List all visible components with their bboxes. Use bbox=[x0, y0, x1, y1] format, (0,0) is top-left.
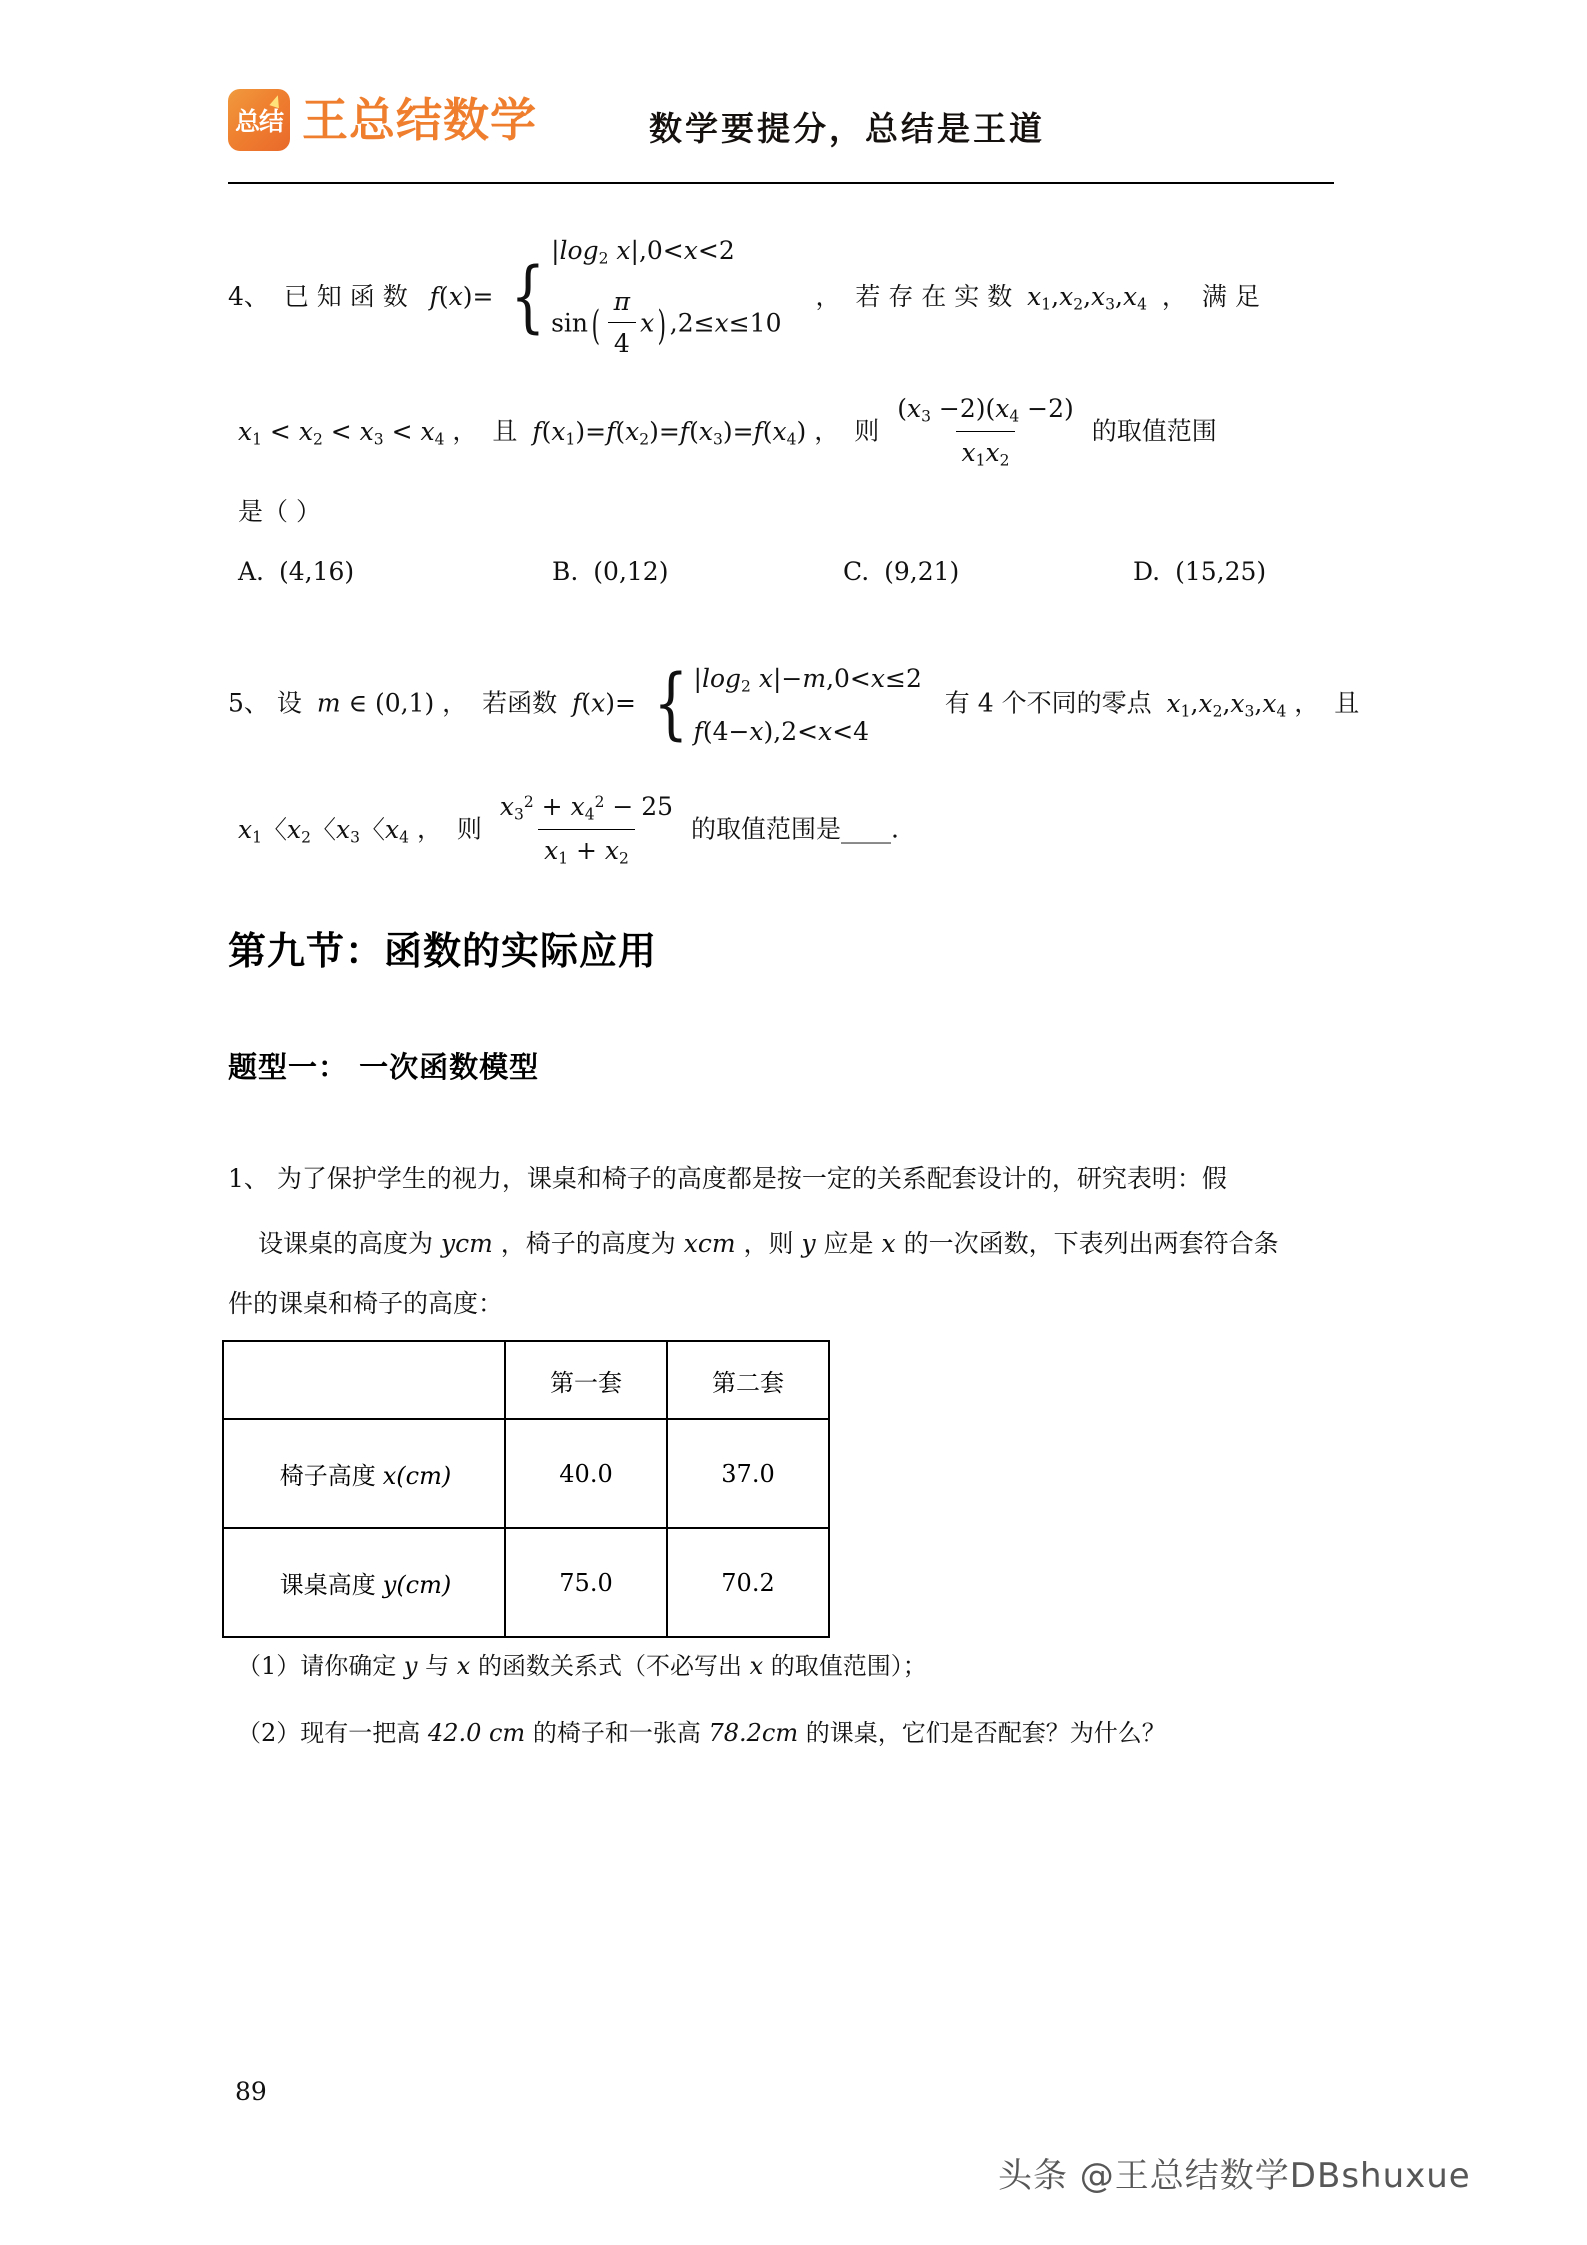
q5-inequality: $x_1$〈$x_2$〈$x_3$〈$x_4$ bbox=[238, 814, 409, 846]
q4-fx-label: f(x)= bbox=[429, 281, 494, 311]
brand-logo bbox=[228, 89, 537, 151]
table-header-blank bbox=[223, 1341, 505, 1419]
sub2-value-1: 42.0 cm bbox=[427, 1719, 526, 1747]
option-b-key: B. bbox=[552, 557, 579, 586]
option-a-key: A. bbox=[238, 557, 265, 586]
q4-number: 4、 bbox=[228, 281, 269, 311]
sub1-x: x bbox=[456, 1652, 471, 1680]
q5-m-condition: m ∈ (0,1) bbox=[316, 688, 435, 718]
question-4-option-c bbox=[843, 553, 959, 591]
question-4-line-1 bbox=[228, 232, 1260, 365]
desk-label-var: y bbox=[382, 1571, 397, 1599]
q4-line1-vars: $x_1,x_2,x_3,x_4$ bbox=[1027, 281, 1147, 314]
sub1-b: 与 bbox=[425, 1652, 450, 1680]
desk-value-set-1: 75.0 bbox=[505, 1528, 667, 1637]
q4-line2-tail: 的取值范围 bbox=[1091, 416, 1217, 446]
question-4-option-a bbox=[238, 553, 354, 591]
sub1-x2: x bbox=[749, 1652, 764, 1680]
q5-comma-3: ， bbox=[416, 814, 442, 844]
chair-label-cn: 椅子高度 bbox=[279, 1462, 376, 1490]
sub1-y: y bbox=[403, 1652, 418, 1680]
q5-fx-label: f(x)= bbox=[572, 688, 636, 718]
problem-1-line-2 bbox=[258, 1225, 1279, 1263]
q4-fraction-denominator: $x_1x_2$ bbox=[956, 431, 1016, 473]
sub2-c: 的课桌，它们是否配套？为什么？ bbox=[805, 1719, 1166, 1747]
question-5-line-1 bbox=[228, 660, 1359, 750]
table-row bbox=[223, 1528, 829, 1637]
sub1-c: 的函数关系式（不必写出 bbox=[477, 1652, 742, 1680]
table-row-label-desk bbox=[223, 1528, 505, 1637]
p1-l2-a: 设课桌的高度为 bbox=[258, 1229, 434, 1258]
sub2-b: 的椅子和一张高 bbox=[532, 1719, 701, 1747]
question-4-line-2 bbox=[238, 392, 1217, 474]
q5-then: 则 bbox=[456, 814, 482, 844]
desk-value-set-2: 70.2 bbox=[667, 1528, 829, 1637]
q4-piece-2: sin( $\frac{\pi}{4}$ x) ,2≤x≤10 bbox=[551, 285, 781, 365]
logo-icon bbox=[228, 89, 290, 151]
table-header-set-2: 第二套 bbox=[667, 1341, 829, 1419]
q5-comma-1: ， bbox=[442, 688, 468, 718]
problem-1-sub-question-1 bbox=[237, 1648, 927, 1684]
q5-piece-1: $|\log_2$ x|−m,0<x≤2 bbox=[693, 664, 922, 696]
q5-line2-tail: 的取值范围是____. bbox=[691, 814, 899, 844]
q5-tail-1: 有 4 个不同的零点 bbox=[944, 688, 1152, 718]
q4-fraction-numerator: $(x_3 -2)(x_4 -2)$ bbox=[897, 394, 1074, 426]
question-4-option-b bbox=[552, 553, 668, 591]
q4-inequality: $x_1 < x_2 < x_3 < x_4$ bbox=[238, 416, 445, 448]
q4-piece-1: $|\log_2$ x|,0<x<2 bbox=[551, 236, 735, 268]
problem-1-line-3: 件的课桌和椅子的高度： bbox=[228, 1289, 504, 1318]
desk-label-cn: 课桌高度 bbox=[279, 1571, 376, 1599]
p1-l2-e: 的一次函数，下表列出两套符合条 bbox=[903, 1229, 1279, 1258]
page-header bbox=[228, 72, 1333, 168]
q4-comma-3: ， bbox=[814, 416, 840, 446]
logo-mark-text: 总结 bbox=[234, 106, 283, 136]
q4-piecewise bbox=[503, 232, 781, 365]
q5-number: 5、 bbox=[228, 688, 269, 718]
sub2-value-2: 78.2cm bbox=[708, 1719, 799, 1747]
table-row bbox=[223, 1419, 829, 1528]
q5-fraction-numerator: $x_3^2 + x_4^2 - 25$ bbox=[499, 792, 674, 824]
q5-comma-2: ， bbox=[1294, 688, 1320, 718]
p1-l2-b: ，椅子的高度为 bbox=[500, 1229, 676, 1258]
p1-l2-xcm: xcm bbox=[683, 1229, 736, 1258]
question-5-line-2 bbox=[238, 790, 899, 872]
chair-label-var: x bbox=[382, 1462, 397, 1490]
table-row-label-chair bbox=[223, 1419, 505, 1528]
section-title: 第九节：函数的实际应用 bbox=[228, 929, 658, 973]
q5-piece-2: f(4−x),2<x<4 bbox=[693, 716, 870, 746]
q4-equalities: $f(x_1)=f(x_2)=f(x_3)=f(x_4)$ bbox=[532, 416, 807, 448]
p1-l2-y: y bbox=[801, 1229, 816, 1258]
option-b-value: (0,12) bbox=[593, 557, 669, 586]
desk-label-unit: (cm) bbox=[396, 1571, 452, 1599]
option-a-value: (4,16) bbox=[278, 557, 355, 586]
chair-value-set-2: 37.0 bbox=[667, 1419, 829, 1528]
header-tagline: 数学要提分，总结是王道 bbox=[649, 108, 1045, 148]
chair-label-unit: (cm) bbox=[396, 1462, 452, 1490]
sub2-a: （2）现有一把高 bbox=[237, 1719, 421, 1747]
problem-1-line-1: 1、 为了保护学生的视力，课桌和椅子的高度都是按一定的关系配套设计的，研究表明：假 bbox=[228, 1164, 1227, 1193]
header-divider bbox=[228, 182, 1334, 184]
q4-and: 且 bbox=[492, 416, 518, 446]
p1-l2-c: ，则 bbox=[743, 1229, 794, 1258]
question-4-line-3: 是（ ） bbox=[238, 497, 321, 526]
q4-line1-end-comma: ， bbox=[1161, 281, 1187, 311]
q4-line1-tail: 若 存 在 实 数 bbox=[855, 281, 1013, 311]
q4-line1-end: 满 足 bbox=[1201, 281, 1260, 311]
chair-desk-height-table bbox=[222, 1340, 830, 1638]
q4-comma-2: ， bbox=[452, 416, 478, 446]
q5-fraction-denominator: $x_1 + x_2$ bbox=[538, 829, 635, 871]
table-header-row bbox=[223, 1341, 829, 1419]
chair-value-set-1: 40.0 bbox=[505, 1419, 667, 1528]
q5-vars: $x_1,x_2,x_3,x_4$ bbox=[1166, 688, 1287, 720]
problem-1-sub-question-2 bbox=[237, 1715, 1166, 1751]
p1-l2-d: 应是 bbox=[823, 1229, 874, 1258]
q4-fraction bbox=[891, 390, 1080, 472]
watermark: 头条 @王总结数学DBshuxue bbox=[998, 2156, 1471, 2196]
q4-lead: 已 知 函 数 bbox=[283, 281, 408, 311]
sub1-d: 的取值范围）； bbox=[770, 1652, 927, 1680]
left-brace-icon: { bbox=[510, 252, 546, 343]
option-d-value: (15,25) bbox=[1175, 557, 1267, 586]
sub1-a: （1）请你确定 bbox=[237, 1652, 397, 1680]
q4-then: 则 bbox=[854, 416, 880, 446]
q5-fraction bbox=[494, 788, 679, 870]
option-c-value: (9,21) bbox=[884, 557, 960, 586]
table-header-set-1: 第一套 bbox=[505, 1341, 667, 1419]
left-brace-icon: { bbox=[653, 659, 689, 750]
q5-lead: 设 bbox=[276, 688, 302, 718]
page-number: 89 bbox=[235, 2077, 267, 2106]
brand-name: 王总结数学 bbox=[302, 93, 537, 147]
q4-comma: ， bbox=[815, 281, 841, 311]
p1-l2-ycm: ycm bbox=[440, 1229, 493, 1258]
section-subtitle: 题型一： 一次函数模型 bbox=[228, 1050, 540, 1084]
option-d-key: D. bbox=[1133, 557, 1161, 586]
option-c-key: C. bbox=[843, 557, 870, 586]
question-4-option-d bbox=[1133, 553, 1266, 591]
p1-l2-x: x bbox=[881, 1229, 896, 1258]
q5-tail-2: 且 bbox=[1334, 688, 1360, 718]
q5-mid: 若函数 bbox=[482, 688, 558, 718]
q5-piecewise bbox=[646, 660, 922, 750]
